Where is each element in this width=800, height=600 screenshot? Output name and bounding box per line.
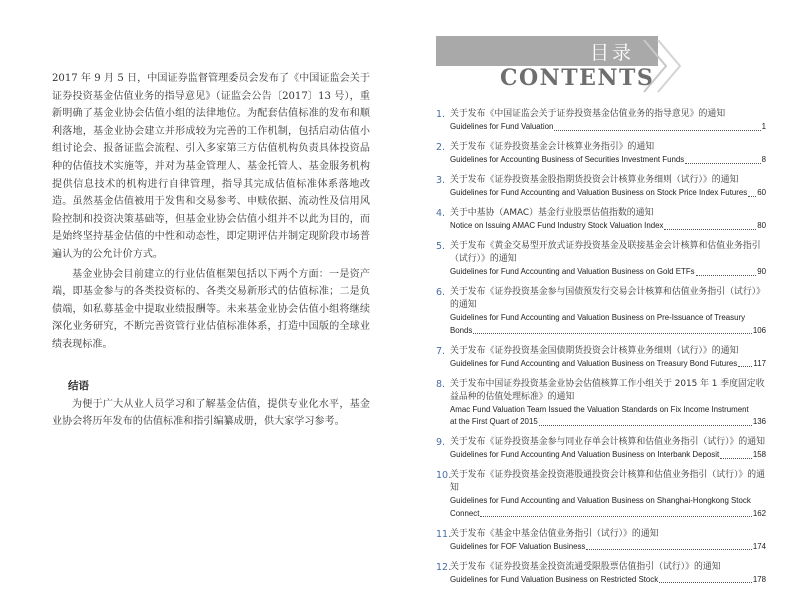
toc-item-title-en: Guidelines for Fund Accounting and Valuation Business on Treasury Bond Futures [450,358,738,368]
toc-item[interactable] [436,207,766,233]
toc-item-title-cn: 关于发布中国证券投资基金业协会估值核算工作小组关于 2015 年 1 季度固定收益品种的估值处理标准》的通知 [450,378,765,402]
toc-dot-leader [480,516,751,517]
conclusion-paragraph: 为便于广大从业人员学习和了解基金估值，提供专业化水平，基金业协会将历年发布的估值标准和指引编纂成册，供大家学习参考。 [52,398,370,428]
toc-item-title-en: at the First Quart of 2015 [450,417,538,426]
toc-dot-leader [554,130,760,131]
toc-item-page-number: 136 [752,417,766,426]
toc-item[interactable] [436,378,766,429]
toc-item-title-en: Notice on Issuing AMAC Fund Industry Stock Valuation Index [450,221,664,230]
toc-item-title-en: Guidelines for Fund Accounting and Valuation Business on Pre-Issuance of Treasury [450,313,746,322]
toc-item-page-number: 162 [752,508,766,518]
toc-item-page-number: 158 [752,450,766,459]
toc-item-title-cn: 关于中基协（AMAC）基金行业股票估值指数的通知 [450,208,654,218]
toc-item-title-cn: 关于发布《证券投资基金会计核算业务指引》的通知 [450,142,655,152]
toc-item-page-number: 174 [752,541,766,551]
toc-item[interactable] [436,286,766,337]
toc-dot-leader [748,196,756,197]
toc-item[interactable] [436,108,766,134]
toc-dot-leader [664,229,756,230]
toc-item-title-en: Bonds [450,325,473,335]
toc-item[interactable] [436,561,766,587]
toc-item-title-cn: 关于发布《证券投资基金股指期货投资会计核算业务细则（试行）》的通知 [450,175,739,185]
conclusion-heading: 结语 [68,379,89,392]
toc-item-number: 10. [436,470,452,481]
toc-item-number: 1. [436,109,446,120]
contents-header [436,36,706,96]
toc-dot-leader [473,333,751,334]
toc-item-title-cn: 关于发布《证券投资基金参与同业存单会计核算和估值业务指引（试行）》的通知 [450,437,766,447]
toc-item-title-cn: 关于发布《证券投资基金国债期货投资会计核算业务细则（试行）》的通知 [450,345,739,356]
toc-item-title-en: Guidelines for Fund Accounting and Valuation Business on Gold ETFs [450,267,695,276]
toc-dot-leader [659,582,752,583]
toc-item-title-en: Guidelines for Accounting Business of Securities Investment Funds [450,155,685,164]
toc-item-title-cn: 关于发布《中国证监会关于证券投资基金估值业务的指导意见》的通知 [450,109,726,119]
toc-dot-leader [539,425,752,426]
toc-item-page-number: 117 [753,358,766,368]
toc-dot-leader [720,458,752,459]
title-cn: 目录 [589,42,634,64]
toc-item[interactable] [436,141,766,167]
toc-item-page-number: 80 [757,221,766,230]
toc-item-number: 11. [436,528,452,540]
toc-item-number: 7. [436,345,446,357]
toc-item-number: 3. [436,175,446,186]
toc-item-title-en: Guidelines for Fund Valuation Business on Restricted Stock [450,574,659,584]
toc-item-title-en: Guidelines for FOF Valuation Business [450,541,586,551]
intro-paragraph-2: 基金业协会目前建立的行业估值框架包括以下两个方面：一是资产端，即基金参与的各类投资标的、各类交易新形式的估值标准；二是负债端，如私募基金中提取业绩报酬等。未来基金业协会估值小组将继续深化业务研究，不断完善资管行业估值标准体系，打造中国版的全球业绩表现标准。 [52,268,370,350]
toc-item-page-number: 60 [757,188,766,197]
toc-item-title-cn: 关于发布《黄金交易型开放式证券投资基金及联接基金会计核算和估值业务指引（试行）》的通知 [450,241,761,264]
toc-dot-leader [696,275,757,276]
toc-item-page-number: 1 [761,122,766,131]
toc-item-number: 12. [436,561,452,573]
toc-item[interactable] [436,240,766,279]
toc-item[interactable] [436,345,766,371]
toc-item-number: 8. [436,378,446,390]
intro-section [52,70,370,431]
toc-item-title-cn: 关于发布《证券投资基金投资港股通投资会计核算和估值业务指引（试行）》的通知 [450,470,766,493]
toc-item-number: 5. [436,241,446,252]
toc-item-title-cn: 关于发布《基金中基金估值业务指引（试行）》的通知 [450,528,659,539]
toc-item-page-number: 178 [752,574,766,584]
toc-item[interactable] [436,469,766,520]
toc-dot-leader [685,163,760,164]
toc-item-number: 9. [436,437,446,448]
toc-item-title-cn: 关于发布《证券投资基金参与国债预发行交易会计核算和估值业务指引（试行）》的通知 [450,287,766,310]
toc-item-title-en: Guidelines for Fund Accounting and Valuation Business on Shanghai-Hongkong Stock [450,496,751,505]
toc-item-title-en: Amac Fund Valuation Team Issued the Valuation Standards on Fix Income Instrument [450,404,749,414]
toc-item[interactable] [436,436,766,462]
toc-item-title-en: Guidelines for Fund Valuation [450,122,554,131]
toc-item-page-number: 90 [757,267,766,276]
toc-dot-leader [586,549,751,550]
toc-dot-leader [738,366,752,367]
toc-item[interactable] [436,174,766,200]
intro-paragraph-1: 2017 年 9 月 5 日，中国证券监督管理委员会发布了《中国证监会关于证券投资基金估值业务的指导意见》（证监会公告〔2017〕13 号），重新明确了基金业协会估值小组的法律地位。为配套估值标准的发布和顺利落地，基金业协会建立并形成较为完善的工作机制，包括启动估值小组讨论会、报备证监会流程、引入多家第三方估值机构负责具体投资品种的估值技术实施等，并对为基金管理人、基金托管人、基金服务机构提供信息技术的机构进行自律管理，指导其完成估值标准体系落地改造。虽然基金估值被用于发售和交易参考、申赎依据、流动性及信用风险控制和投资决策基础等，但基金业协会估值小组并不以此为目的，而是始终坚持基金估值的中性和动态性，即定期评估并制定现阶段市场普遍认为的公允计价方式。 [52,73,370,260]
toc-item-page-number: 8 [761,155,766,164]
toc-item-number: 6. [436,287,446,298]
toc-item[interactable] [436,528,766,554]
toc-item-title-cn: 关于发布《证券投资基金投资流通受限股票估值指引（试行）》的通知 [450,561,721,572]
toc-item-title-en: Guidelines for Fund Accounting and Valuation Business on Stock Price Index Futures [450,188,748,197]
title-en: CONTENTS [500,65,655,91]
toc-item-number: 4. [436,208,446,219]
toc-item-title-en: Connect [450,508,480,518]
table-of-contents [436,108,766,594]
toc-item-page-number: 106 [752,325,766,335]
toc-item-number: 2. [436,142,446,153]
toc-item-title-en: Guidelines for Fund Accounting And Valuation Business on Interbank Deposit [450,450,720,459]
